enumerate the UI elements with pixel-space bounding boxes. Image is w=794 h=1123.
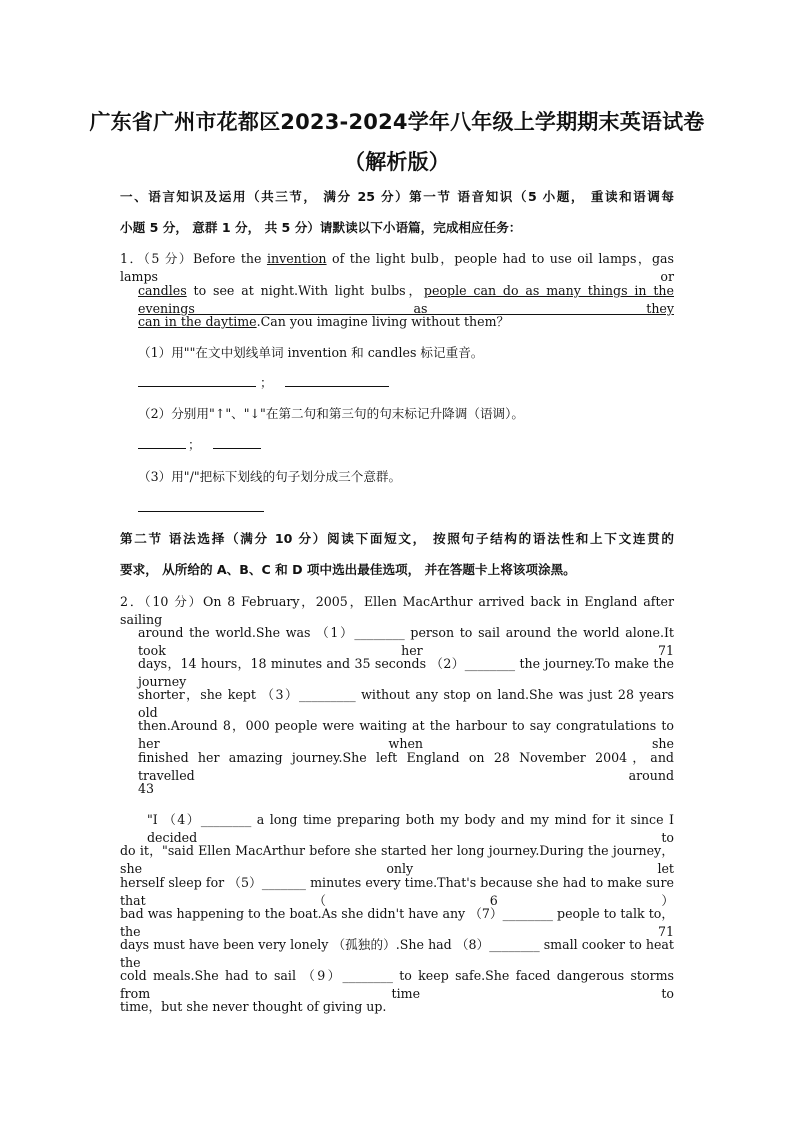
document-subtitle: （解析版）	[344, 150, 450, 174]
q2-line: bad was happening to the boat.As she didn't have any （7）________ people to talk to，the 71	[120, 906, 674, 939]
q1-task-1: （1）用""在文中划线单词 invention 和 candles 标记重音。	[138, 345, 484, 360]
answer-blank[interactable]	[213, 436, 261, 449]
q2-line: around the world.She was （1）________ person to sail around the world alone.It took her 71	[138, 625, 674, 658]
q2-line: shorter，she kept （3）_________ without any stop on land.She was just 28 years old	[138, 687, 674, 720]
q1-task-1-answers	[138, 374, 389, 392]
q1-text: .Can you imagine living without them？	[256, 314, 510, 329]
q2-line: then.Around 8，000 people were waiting at the harbour to say congratulations to her when she	[138, 718, 674, 751]
underlined-sentence-cont: can in the daytime	[138, 314, 257, 329]
underlined-word-invention: invention	[266, 251, 327, 266]
separator: ；	[260, 375, 273, 390]
answer-blank[interactable]	[138, 499, 264, 512]
section1-heading: 一、语言知识及运用（共三节， 满分 25 分）第一节 语音知识（5 小题， 重读和语调每	[120, 189, 674, 204]
q2-line: do it，"said Ellen MacArthur before she started her long journey.During the journey，she only let	[120, 843, 674, 876]
q1-text: to see at night.With light bulbs，	[186, 283, 424, 298]
section2-heading-cont: 要求， 从所给的 A、B、C 和 D 项中选出最佳选项， 并在答题卡上将该项涂黑。	[120, 562, 576, 577]
answer-blank[interactable]	[138, 436, 186, 449]
q2-line: 2．（10 分）On 8 February，2005，Ellen MacArthur arrived back in England after sailing	[120, 594, 674, 627]
q1-number: 1．（5 分）	[120, 251, 193, 266]
section2-heading: 第二节 语法选择（满分 10 分）阅读下面短文， 按照句子结构的语法性和上下文连贯的	[120, 531, 674, 546]
q1-line-1	[120, 250, 674, 286]
q2-line: days，14 hours，18 minutes and 35 seconds （2）________ the journey.To make the journey	[138, 656, 674, 689]
section1-heading-cont: 小题 5 分， 意群 1 分， 共 5 分）请默读以下小语篇，完成相应任务：	[120, 220, 522, 235]
q1-text: Before the	[192, 251, 267, 266]
q2-line: finished her amazing journey.She left England on 28 November 2004，and travelled around	[138, 750, 674, 783]
q1-task-3: （3）用"/"把标下划线的句子划分成三个意群。	[138, 469, 402, 484]
q1-line-3	[138, 313, 509, 331]
underlined-word-candles: candles	[138, 283, 187, 298]
q2-line: 43	[138, 781, 155, 796]
q2-line: herself sleep for （5）_______ minutes every time.That's because she had to make sure that （6）	[120, 875, 674, 908]
q2-line: time，but she never thought of giving up.	[120, 999, 387, 1014]
document-title: 广东省广州市花都区2023-2024学年八年级上学期期末英语试卷	[89, 110, 705, 134]
separator: ；	[188, 437, 201, 452]
q1-text: of the light bulb，people had to use oil lamps，gas lamps or	[120, 251, 674, 284]
answer-blank[interactable]	[285, 374, 389, 387]
q1-task-2-answers	[138, 436, 261, 454]
q2-line: cold meals.She had to sail （9）________ to keep safe.She faced dangerous storms from time to	[120, 968, 674, 1001]
answer-blank[interactable]	[138, 374, 256, 387]
q2-line: "I （4）________ a long time preparing both my body and my mind for it since I decided to	[147, 812, 674, 845]
q1-task-3-answers	[138, 499, 264, 517]
q1-task-2: （2）分别用"↑"、"↓"在第二句和第三句的句末标记升降调（语调）。	[138, 406, 525, 421]
underlined-sentence: people can do as many things in the evenings as they	[138, 283, 674, 316]
q2-line: days must have been very lonely （孤独的）.She had （8）________ small cooker to heat the	[120, 937, 674, 970]
